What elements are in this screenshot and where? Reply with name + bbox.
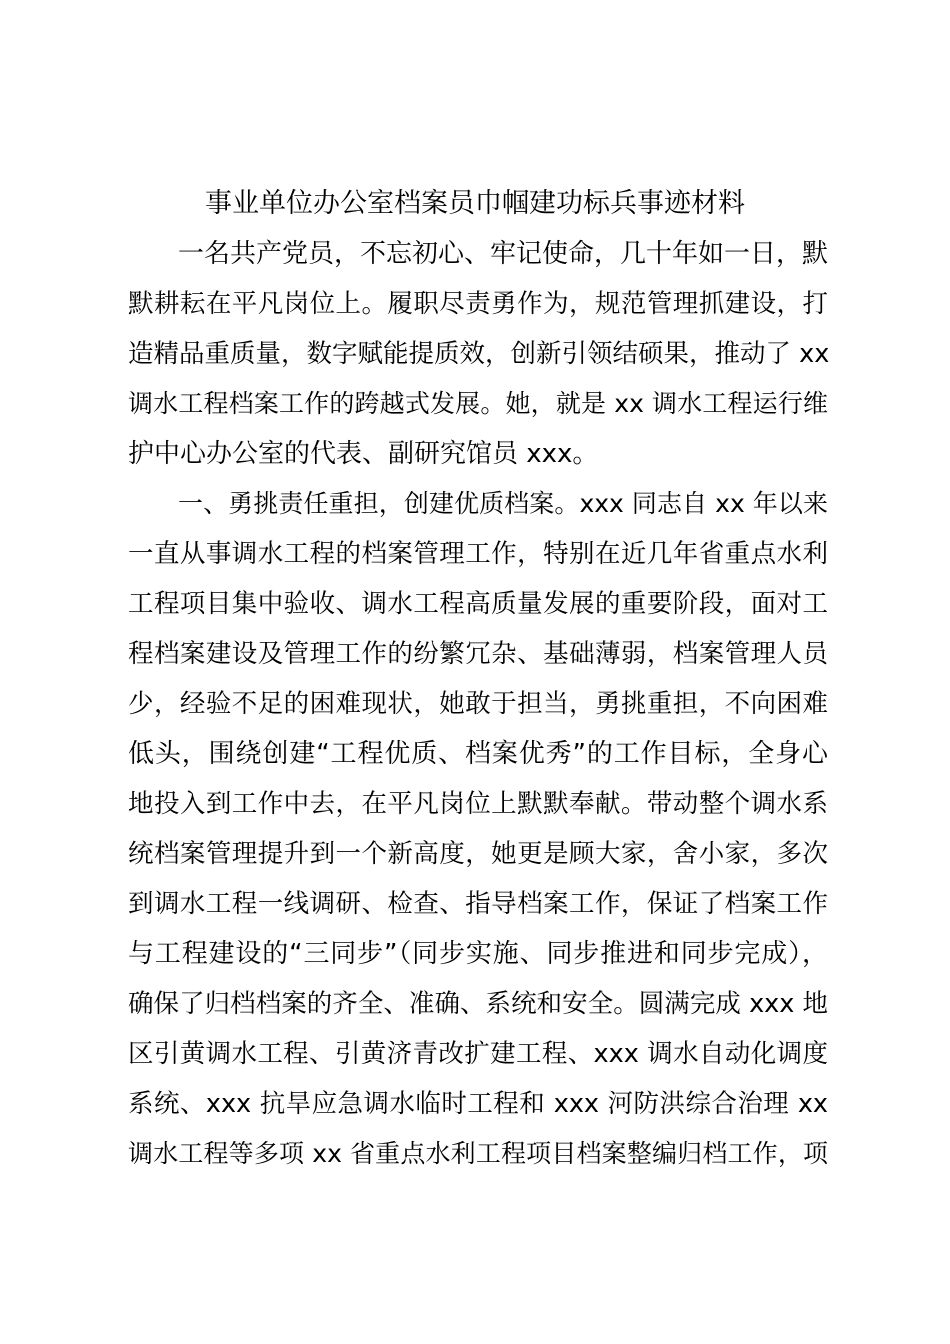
paragraph-line: 程档案建设及管理工作的纷繁冗杂、基础薄弱，档案管理人员 — [128, 639, 828, 669]
paragraph-line: 一直从事调水工程的档案管理工作，特别在近几年省重点水利 — [128, 539, 828, 569]
paragraph-line: 调水工程档案工作的跨越式发展。她，就是 xx 调水工程运行维 — [128, 389, 828, 418]
paragraph-line: 默耕耘在平凡岗位上。履职尽责勇作为，规范管理抓建设，打 — [128, 289, 828, 319]
paragraph-line: 确保了归档档案的齐全、准确、系统和安全。圆满完成 xxx 地 — [128, 989, 828, 1019]
paragraph-line: 一、勇挑责任重担，创建优质档案。xxx 同志自 xx 年以来 — [178, 489, 828, 518]
paragraph-line: 统档案管理提升到一个新高度，她更是顾大家，舍小家，多次 — [128, 839, 828, 869]
paragraph-line: 与工程建设的“三同步”（同步实施、同步推进和同步完成）， — [128, 939, 828, 969]
paragraph-line: 少，经验不足的困难现状，她敢于担当，勇挑重担，不向困难 — [128, 689, 828, 719]
paragraph-line: 区引黄调水工程、引黄济青改扩建工程、xxx 调水自动化调度 — [128, 1039, 828, 1069]
paragraph-line: 造精品重质量，数字赋能提质效，创新引领结硕果，推动了 xx — [128, 339, 830, 369]
paragraph-line: 系统、xxx 抗旱应急调水临时工程和 xxx 河防洪综合治理 xx — [128, 1089, 828, 1119]
document-title: 事业单位办公室档案员巾帼建功标兵事迹材料 — [205, 188, 745, 219]
paragraph-line: 一名共产党员，不忘初心、牢记使命，几十年如一日，默 — [178, 239, 829, 269]
paragraph-line: 到调水工程一线调研、检查、指导档案工作，保证了档案工作 — [128, 889, 828, 919]
paragraph-line: 调水工程等多项 xx 省重点水利工程项目档案整编归档工作，项 — [128, 1139, 828, 1168]
paragraph-line: 低头，围绕创建“工程优质、档案优秀”的工作目标，全身心 — [128, 739, 828, 769]
paragraph-line: 工程项目集中验收、调水工程高质量发展的重要阶段，面对工 — [128, 589, 828, 619]
paragraph-line: 护中心办公室的代表、副研究馆员 xxx。 — [128, 439, 599, 469]
paragraph-line: 地投入到工作中去，在平凡岗位上默默奉献。带动整个调水系 — [128, 789, 828, 819]
